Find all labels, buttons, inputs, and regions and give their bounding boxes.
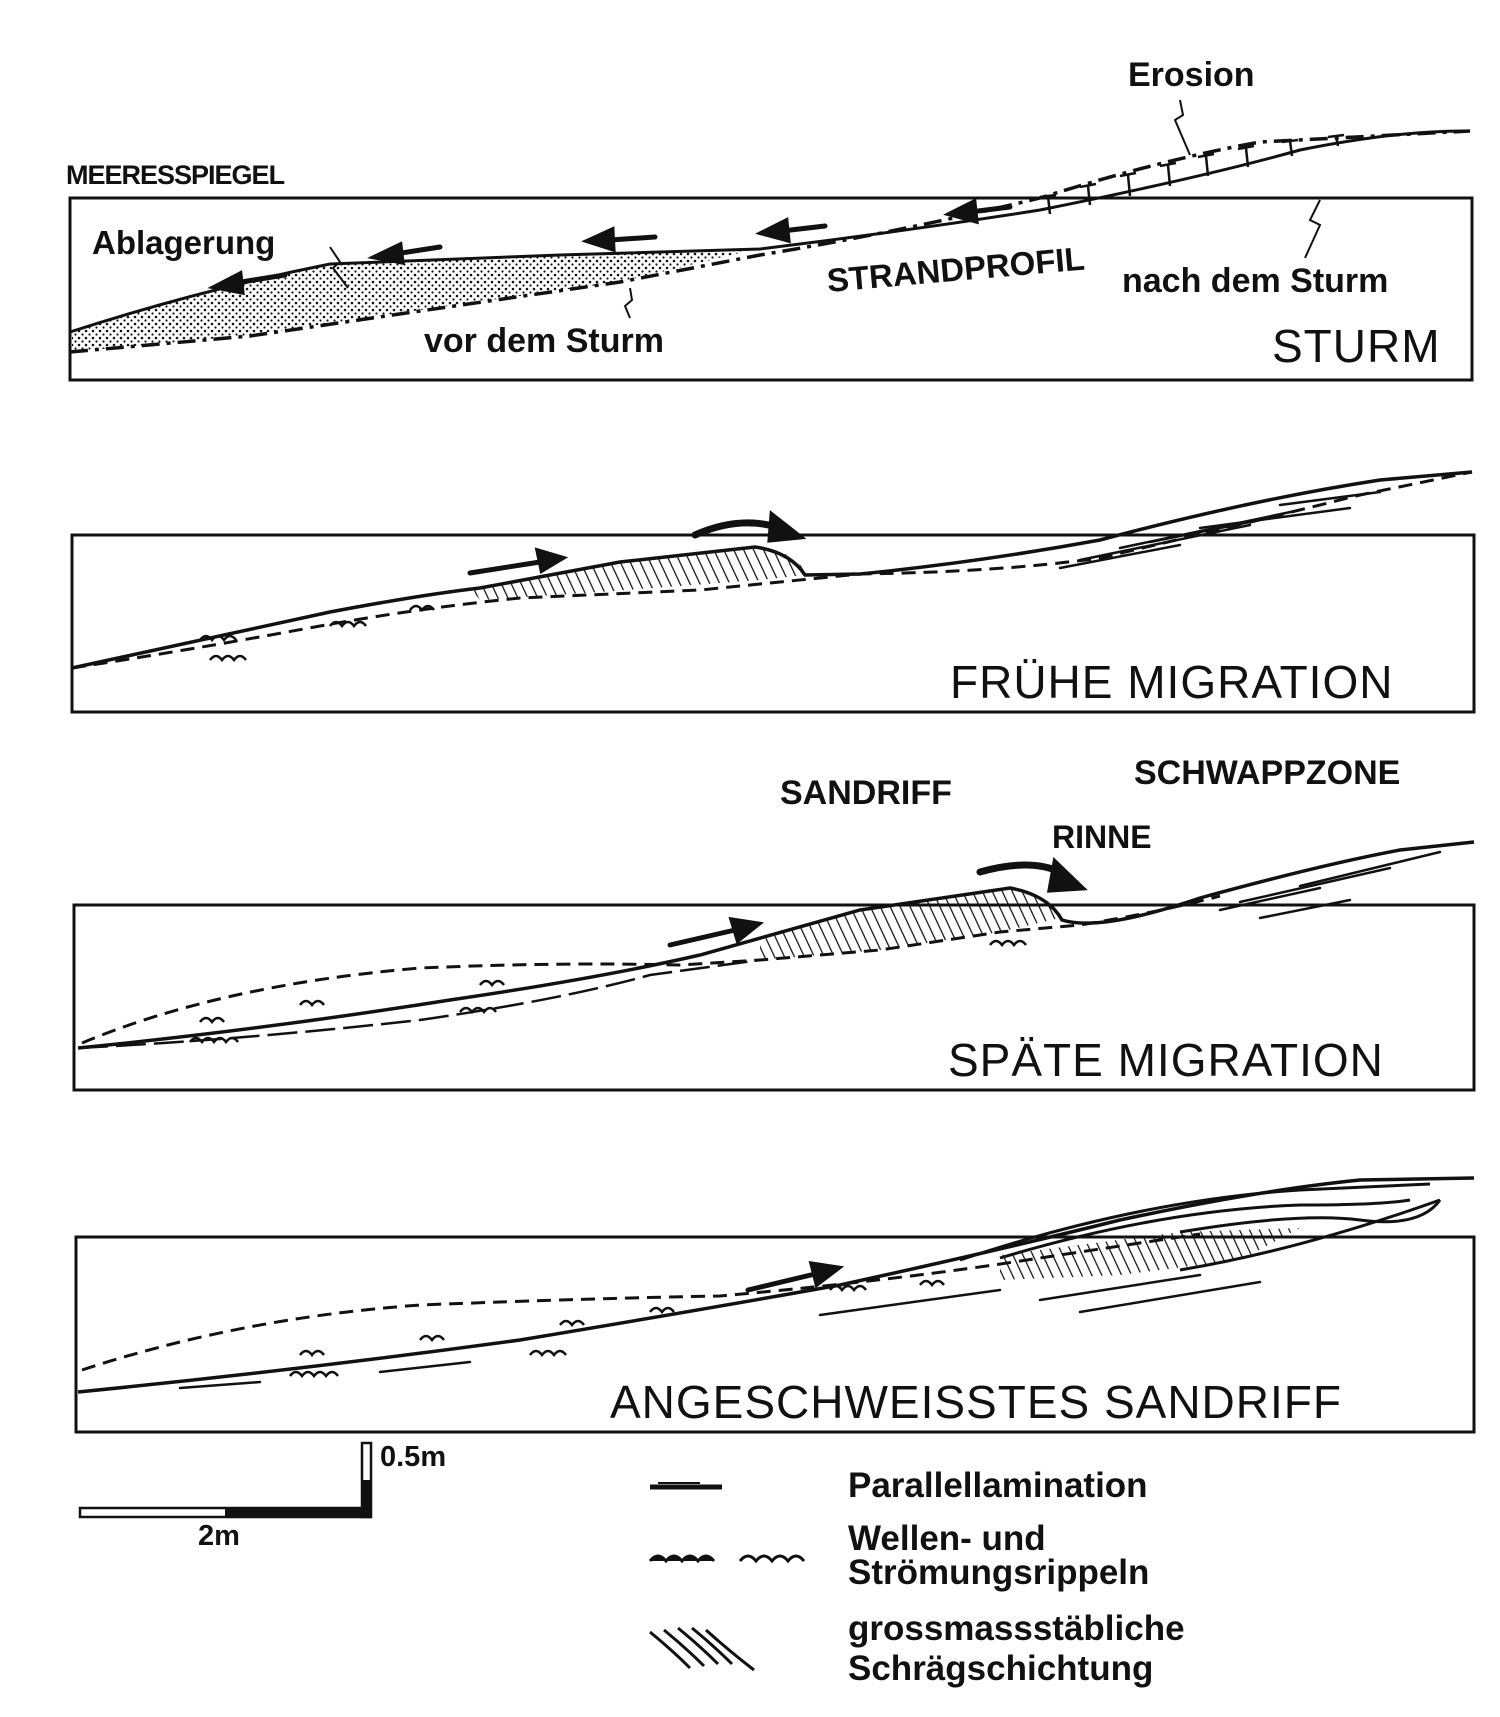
- sea-level-label: MEERESSPIEGEL: [66, 160, 285, 190]
- welded-parallel-laminae: [180, 1275, 1260, 1388]
- late-ripples: [190, 941, 1026, 1042]
- panel-early-migration: [72, 472, 1474, 712]
- panel-storm: [66, 56, 1472, 380]
- panel-late-migration: [74, 754, 1474, 1090]
- deposition-label: Ablagerung: [92, 224, 276, 261]
- scale-horizontal-label: 2m: [198, 1520, 240, 1552]
- beach-profile-label: STRANDPROFIL: [825, 239, 1087, 299]
- swash-zone-label: SCHWAPPZONE: [1134, 754, 1401, 792]
- welded-ripples: [290, 1281, 944, 1376]
- legend-ripple-label-2: Strömungsrippeln: [848, 1553, 1150, 1592]
- legend-crossbed-symbol: [650, 1628, 754, 1670]
- sandriff-label: SANDRIFF: [780, 774, 952, 812]
- after-storm-label: nach dem Sturm: [1122, 262, 1389, 300]
- legend-parallel-label: Parallellamination: [848, 1466, 1148, 1505]
- erosion-label: Erosion: [1128, 56, 1255, 94]
- panel-welded-bar: [76, 1178, 1474, 1432]
- legend: [650, 1466, 1185, 1688]
- legend-ripple-symbol: [650, 1556, 804, 1561]
- scale-bar: [80, 1441, 446, 1552]
- channel-label: RINNE: [1052, 819, 1152, 855]
- legend-crossbed-label-1: grossmassstäbliche: [848, 1609, 1185, 1648]
- before-storm-label: vor dem Sturm: [424, 322, 664, 360]
- storm-panel-title: STURM: [1272, 320, 1441, 372]
- welded-panel-title: ANGESCHWEISSTES SANDRIFF: [610, 1376, 1342, 1428]
- scale-vertical-label: 0.5m: [380, 1441, 447, 1473]
- legend-ripple-label-1: Wellen- und: [848, 1519, 1046, 1558]
- legend-parallel-symbol: [650, 1483, 722, 1487]
- early-bar-crossbeds: [470, 547, 805, 600]
- late-panel-title: SPÄTE MIGRATION: [948, 1034, 1384, 1086]
- legend-crossbed-label-2: Schrägschichtung: [848, 1649, 1154, 1688]
- early-panel-title: FRÜHE MIGRATION: [950, 656, 1394, 708]
